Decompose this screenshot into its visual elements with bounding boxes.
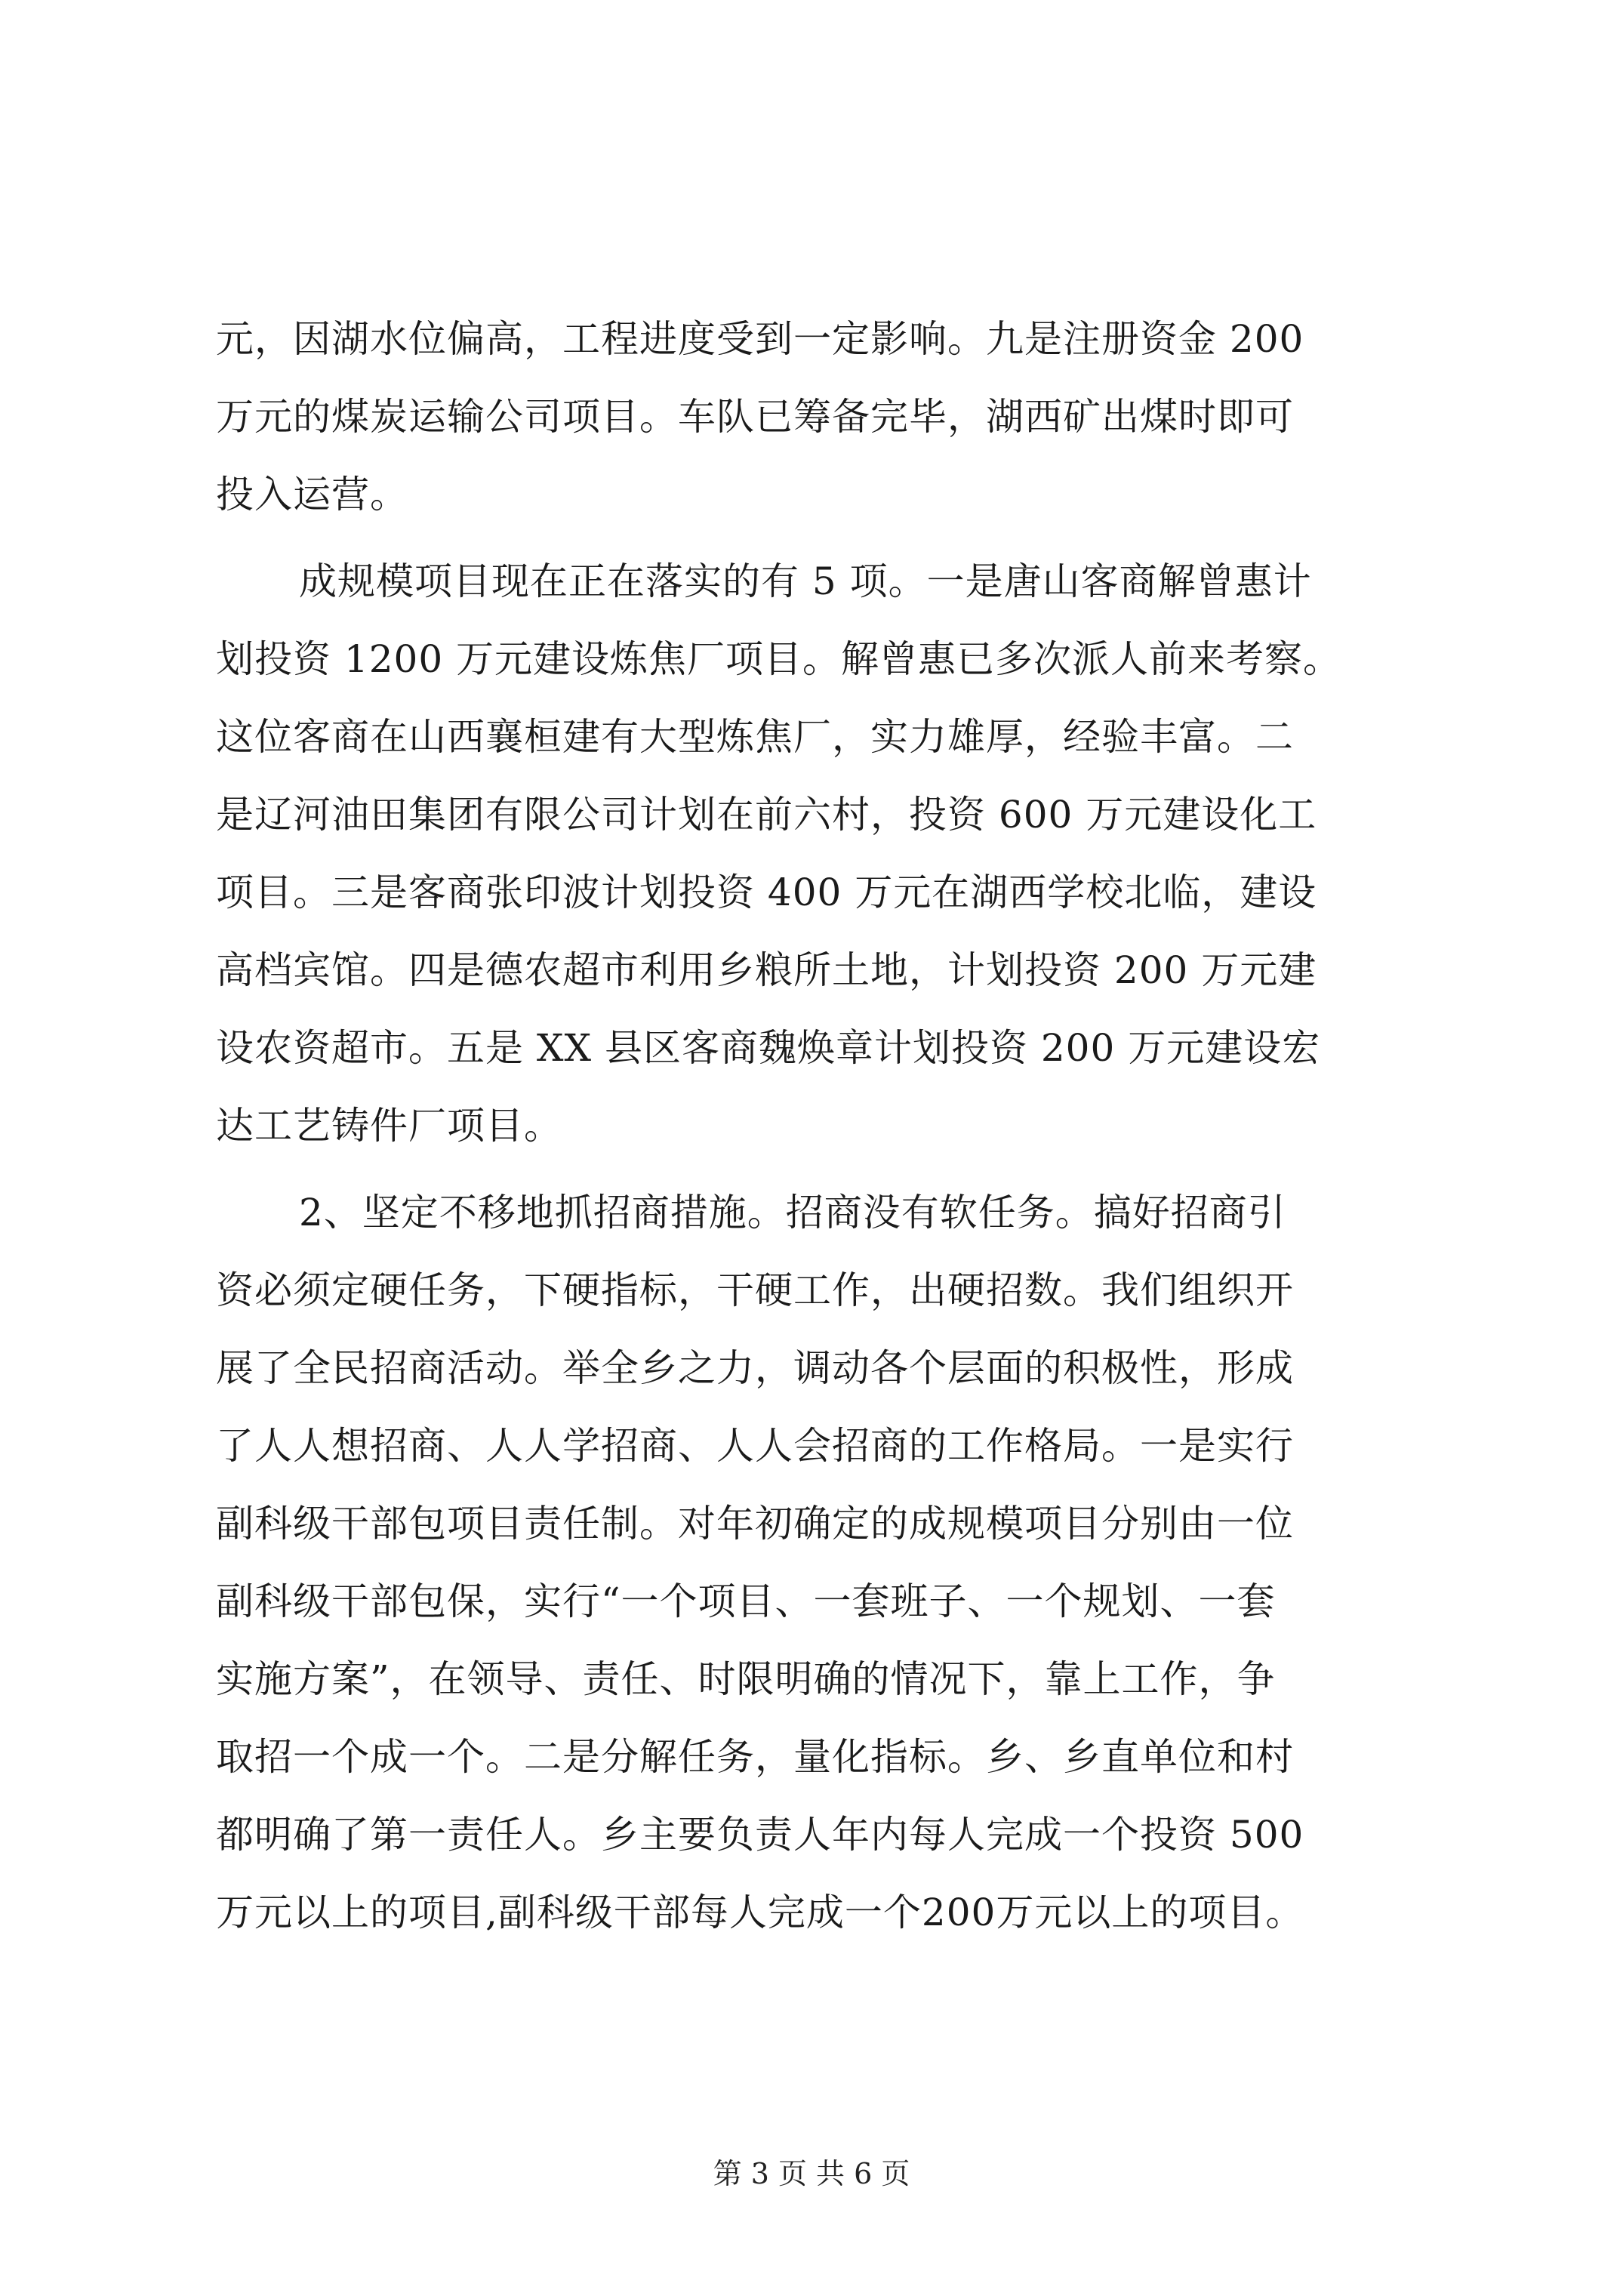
text-line: 展了全民招商活动。举全乡之力，调动各个层面的积极性，形成 bbox=[216, 1346, 1294, 1390]
text-line: 副科级干部包保，实行“一个项目、一套班子、一个规划、一套 bbox=[216, 1579, 1276, 1623]
text-line: 副科级干部包项目责任制。对年初确定的成规模项目分别由一位 bbox=[216, 1502, 1294, 1546]
text-line: 项目。三是客商张印波计划投资 400 万元在湖西学校北临，建设 bbox=[216, 871, 1317, 914]
text-line: 划投资 1200 万元建设炼焦厂项目。解曾惠已多次派人前来考察。 bbox=[216, 637, 1342, 681]
text-line: 万元的煤炭运输公司项目。车队已筹备完毕，湖西矿出煤时即可 bbox=[216, 395, 1294, 439]
text-line: 取招一个成一个。二是分解任务，量化指标。乡、乡直单位和村 bbox=[216, 1735, 1294, 1779]
text-line: 高档宾馆。四是德农超市利用乡粮所土地，计划投资 200 万元建 bbox=[216, 948, 1317, 992]
paragraph-first-line: 成规模项目现在正在落实的有 5 项。一是唐山客商解曾惠计 bbox=[299, 559, 1312, 603]
text-line: 这位客商在山西襄桓建有大型炼焦厂，实力雄厚，经验丰富。二 bbox=[216, 715, 1294, 759]
document-body bbox=[216, 300, 1454, 1952]
text-line: 达工艺铸件厂项目。 bbox=[216, 1104, 562, 1148]
text-line: 万元以上的项目,副科级干部每人完成一个200万元以上的项目。 bbox=[216, 1891, 1304, 1934]
text-line: 资必须定硬任务，下硬指标，干硬工作，出硬招数。我们组织开 bbox=[216, 1268, 1294, 1312]
text-line: 元，因湖水位偏高，工程进度受到一定影响。九是注册资金 200 bbox=[216, 317, 1304, 361]
page-number-footer: 第 3 页 共 6 页 bbox=[713, 2157, 910, 2190]
text-line: 了人人想招商、人人学招商、人人会招商的工作格局。一是实行 bbox=[216, 1424, 1294, 1468]
text-line: 设农资超市。五是 XX 县区客商魏焕章计划投资 200 万元建设宏 bbox=[216, 1026, 1321, 1070]
text-line: 实施方案”，在领导、责任、时限明确的情况下，靠上工作，争 bbox=[216, 1657, 1276, 1701]
text-line: 是辽河油田集团有限公司计划在前六村，投资 600 万元建设化工 bbox=[216, 793, 1317, 837]
text-line: 都明确了第一责任人。乡主要负责人年内每人完成一个投资 500 bbox=[216, 1813, 1304, 1857]
paragraph-first-line: 2、坚定不移地抓招商措施。招商没有软任务。搞好招商引 bbox=[299, 1191, 1286, 1234]
text-line: 投入运营。 bbox=[216, 473, 408, 516]
